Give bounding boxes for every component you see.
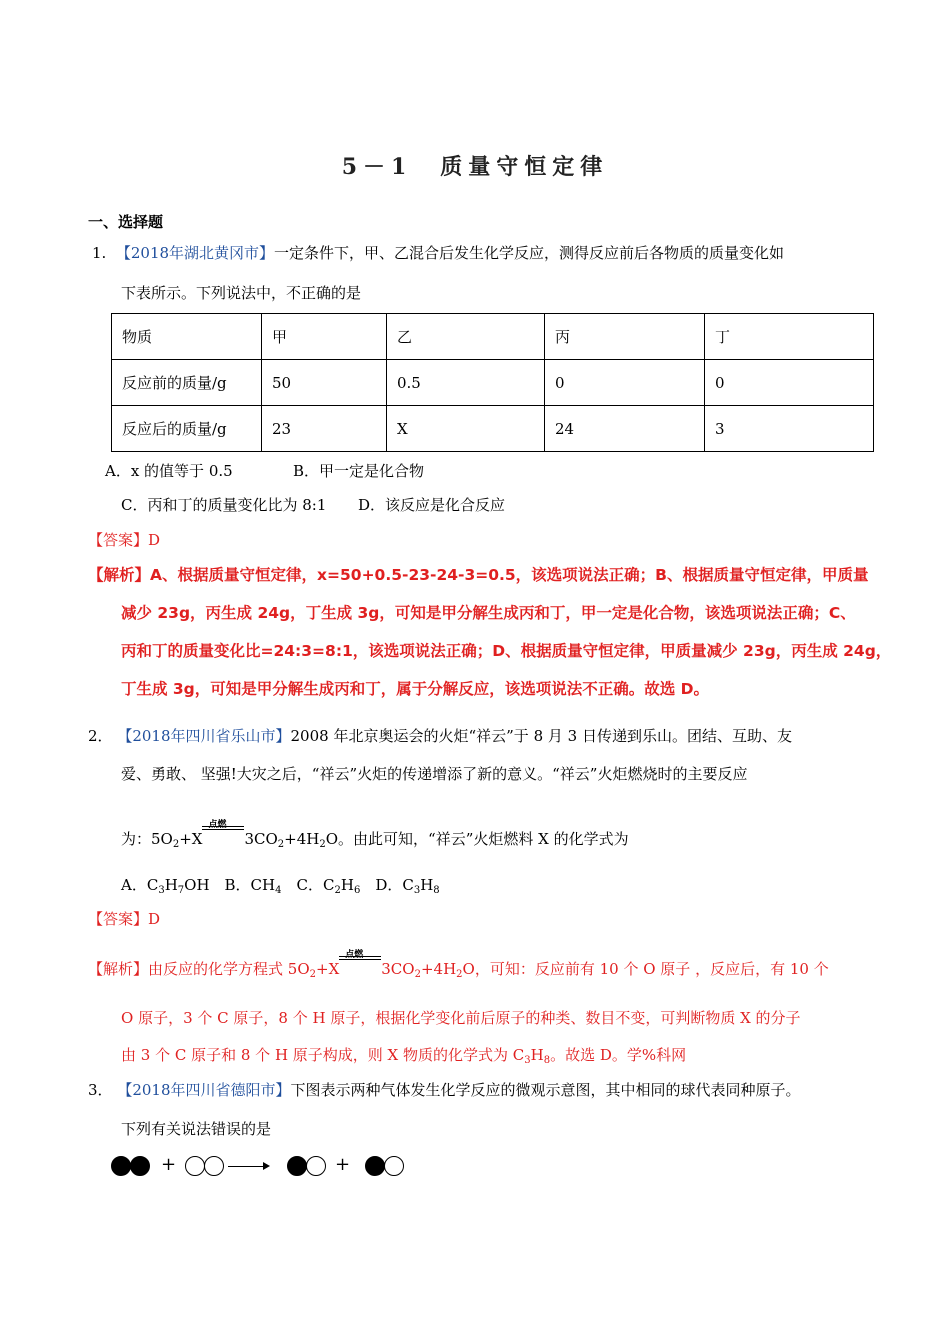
table-cell: 乙: [387, 314, 545, 360]
table-row: [112, 314, 874, 360]
reaction-arrow: [228, 1166, 268, 1167]
white-atom: [306, 1156, 326, 1176]
analysis-line: 减少 23g，丙生成 24g，丁生成 3g，可知是甲分解生成丙和丁，甲一定是化合物，该选项说法正确；C、: [121, 604, 856, 622]
question-2-line-1: [88, 725, 792, 747]
equation-text: 为：5O: [121, 830, 173, 848]
molecule-black-black: [111, 1156, 155, 1178]
table-cell: 23: [262, 406, 387, 452]
table-cell: 0: [545, 360, 705, 406]
molecule-black-white: [365, 1156, 409, 1178]
table-row: [112, 406, 874, 452]
equation-text: 3CO: [244, 830, 278, 848]
analysis-line: 由 3 个 C 原子和 8 个 H 原子构成，则 X 物质的化学式为 $C_3H_8$。故选 D。学%科网: [121, 1046, 687, 1066]
equation-text: +4H: [284, 830, 320, 848]
condition-label: 点燃: [345, 950, 364, 960]
analysis-text: O，可知：反应前有 10 个 O 原子 ，反应后，有 10 个: [462, 960, 829, 978]
question-stem: 一定条件下，甲、乙混合后发生化学反应，测得反应前后各物质的质量变化如: [274, 244, 785, 262]
option-c: C．丙和丁的质量变化比为 8:1: [121, 496, 327, 514]
analysis-label: 【解析】: [88, 960, 149, 978]
table-cell: 丙: [545, 314, 705, 360]
table-row: [112, 360, 874, 406]
table-cell: 24: [545, 406, 705, 452]
black-atom: [287, 1156, 307, 1176]
black-atom: [111, 1156, 131, 1176]
equation-text: +X: [179, 830, 203, 848]
question-3-line-1: [88, 1079, 801, 1101]
condition-label: 点燃: [208, 820, 227, 830]
molecule-white-white: [185, 1156, 229, 1178]
analysis-line: O 原子，3 个 C 原子，8 个 H 原子，根据化学变化前后原子的种类、数目不变，可判断物质 X 的分子: [121, 1009, 801, 1027]
analysis-line: 丙和丁的质量变化比=24:3=8:1，该选项说法正确；D、根据质量守恒定律，甲质量减少 23g，丙生成 24g，: [121, 642, 892, 660]
equation-text: O。由此可知，“祥云”火炬燃料 X 的化学式为: [325, 830, 629, 848]
plus-sign: +: [161, 1154, 177, 1175]
answer-line-1: [88, 529, 160, 551]
answer-label: 【答案】: [88, 910, 149, 928]
reaction-condition-arrow: [339, 950, 381, 980]
table-cell: 3: [705, 406, 874, 452]
molecule-black-white: [287, 1156, 331, 1178]
analysis-text: 由反应的化学方程式 5O: [148, 960, 310, 978]
reaction-equation: 为：$5O_2+X$ 点燃 $3CO_2+4H_2O$。由此可知，“祥云”火炬燃料 X 的化学式为: [121, 828, 629, 850]
answer-label: 【答案】: [88, 531, 149, 549]
page-title: 5－1 质量守恒定律: [341, 154, 609, 180]
question-source: 【2018年四川省乐山市】: [117, 727, 291, 745]
question-stem: 2008 年北京奥运会的火炬“祥云”于 8 月 3 日传递到乐山。团结、互助、友: [290, 727, 792, 745]
option-d: D．该反应是化合反应: [358, 496, 506, 514]
black-atom: [365, 1156, 385, 1176]
answer-value: D: [148, 531, 161, 549]
black-atom: [130, 1156, 150, 1176]
table-cell: X: [387, 406, 545, 452]
white-atom: [185, 1156, 205, 1176]
question-1-line-2: 下表所示。下列说法中，不正确的是: [121, 284, 362, 302]
table-cell: 反应前的质量/g: [112, 360, 262, 406]
question-2-options: A．$C_3H_7OH$ B．$CH_4$ C．$C_2H_6$ D．$C_3H_8$: [121, 876, 440, 896]
question-3-line-2: 下列有关说法错误的是: [121, 1120, 272, 1138]
analysis-label: 【解析】: [88, 566, 151, 584]
option-b: B．甲一定是化合物: [293, 462, 425, 480]
table-cell: 0.5: [387, 360, 545, 406]
analysis-text: A、根据质量守恒定律，x=50+0.5-23-24-3=0.5，该选项说法正确；B、根据质量守恒定律，甲质量: [150, 566, 869, 584]
table-cell: 丁: [705, 314, 874, 360]
section-heading: 一、选择题: [88, 213, 164, 231]
analysis-text: 3CO: [381, 960, 415, 978]
mass-table: [111, 313, 874, 452]
reaction-condition-arrow: [202, 820, 244, 850]
analysis-text: 由 3 个 C 原子和 8 个 H 原子构成，则 X 物质的化学式为 C: [121, 1046, 525, 1064]
question-source: 【2018年四川省德阳市】: [117, 1081, 291, 1099]
analysis-line: 丁生成 3g，可知是甲分解生成丙和丁，属于分解反应，该选项说法不正确。故选 D。: [121, 680, 710, 698]
analysis-line: [88, 564, 869, 586]
table-cell: 0: [705, 360, 874, 406]
question-number: 3．: [88, 1081, 113, 1099]
answer-value: D: [148, 910, 161, 928]
table-cell: 甲: [262, 314, 387, 360]
answer-line-2: [88, 908, 160, 930]
question-stem: 下图表示两种气体发生化学反应的微观示意图，其中相同的球代表同种原子。: [290, 1081, 801, 1099]
table-cell: 反应后的质量/g: [112, 406, 262, 452]
white-atom: [384, 1156, 404, 1176]
table-cell: 50: [262, 360, 387, 406]
analysis-line: 【解析】由反应的化学方程式 $5O_2+X$ 点燃 $3CO_2+4H_2O$，可知：反应前有 10 个 O 原子 ，反应后，有 10 个: [88, 958, 829, 980]
white-atom: [204, 1156, 224, 1176]
question-number: 2．: [88, 727, 113, 745]
option-a: A．x 的值等于 0.5: [105, 462, 233, 480]
analysis-text: 。故选 D。学%科网: [550, 1046, 687, 1064]
question-1-line-1: [92, 242, 784, 264]
plus-sign: +: [335, 1154, 351, 1175]
question-number: 1.: [92, 244, 107, 262]
question-2-line-2: 爱、勇敢、 坚强!大灾之后，“祥云”火炬的传递增添了新的意义。“祥云”火炬燃烧时的主要反应: [121, 765, 748, 783]
question-source: 【2018年湖北黄冈市】: [115, 244, 275, 262]
table-cell: 物质: [112, 314, 262, 360]
